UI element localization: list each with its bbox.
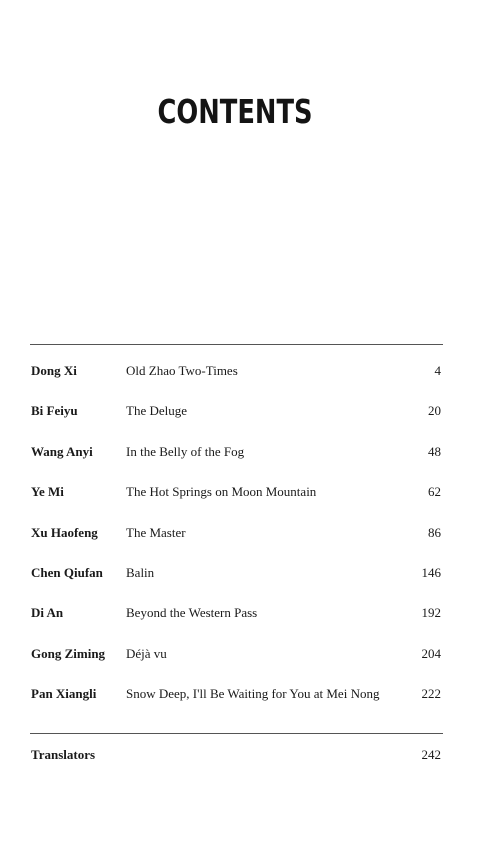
toc-entry[interactable] — [0, 602, 500, 624]
divider-top — [30, 344, 443, 345]
entry-page: 86 — [428, 525, 441, 540]
entry-title: The Deluge — [126, 403, 188, 418]
translators-label: Translators — [31, 747, 96, 762]
toc-entry[interactable] — [0, 683, 500, 705]
entry-page: 48 — [428, 444, 441, 459]
entry-page: 4 — [434, 363, 441, 378]
entry-page: 204 — [421, 646, 441, 661]
toc-entry[interactable] — [0, 562, 500, 584]
entry-author: Dong Xi — [31, 363, 77, 378]
entry-title: The Master — [126, 525, 186, 540]
entry-author: Bi Feiyu — [31, 403, 78, 418]
entry-title: Old Zhao Two-Times — [126, 363, 238, 378]
entry-author: Gong Ziming — [31, 646, 106, 661]
entry-page: 146 — [421, 565, 441, 580]
entry-title: The Hot Springs on Moon Mountain — [126, 484, 317, 499]
entry-author: Pan Xiangli — [31, 686, 97, 701]
toc-entry[interactable] — [0, 522, 500, 544]
entry-title: Snow Deep, I'll Be Waiting for You at Mei Nong — [126, 686, 380, 701]
page-title: CONTENTS — [157, 92, 313, 131]
entry-page: 222 — [421, 686, 441, 701]
toc-entry[interactable] — [0, 400, 500, 422]
entry-author: Chen Qiufan — [31, 565, 103, 580]
entry-title: In the Belly of the Fog — [126, 444, 245, 459]
toc-entry-translators[interactable] — [0, 744, 500, 766]
toc-entry[interactable] — [0, 481, 500, 503]
entry-title: Balin — [126, 565, 155, 580]
entry-title: Déjà vu — [126, 646, 167, 661]
entry-page: 20 — [428, 403, 441, 418]
entry-page: 62 — [428, 484, 441, 499]
entry-title: Beyond the Western Pass — [126, 605, 258, 620]
entry-page: 192 — [421, 605, 441, 620]
translators-page: 242 — [421, 747, 441, 762]
entry-author: Xu Haofeng — [31, 525, 98, 540]
toc-entry[interactable] — [0, 360, 500, 382]
entry-author: Ye Mi — [31, 484, 64, 499]
entry-author: Di An — [31, 605, 64, 620]
toc-entry[interactable] — [0, 643, 500, 665]
toc-entry[interactable] — [0, 441, 500, 463]
entry-author: Wang Anyi — [31, 444, 93, 459]
divider-bottom — [30, 733, 443, 734]
